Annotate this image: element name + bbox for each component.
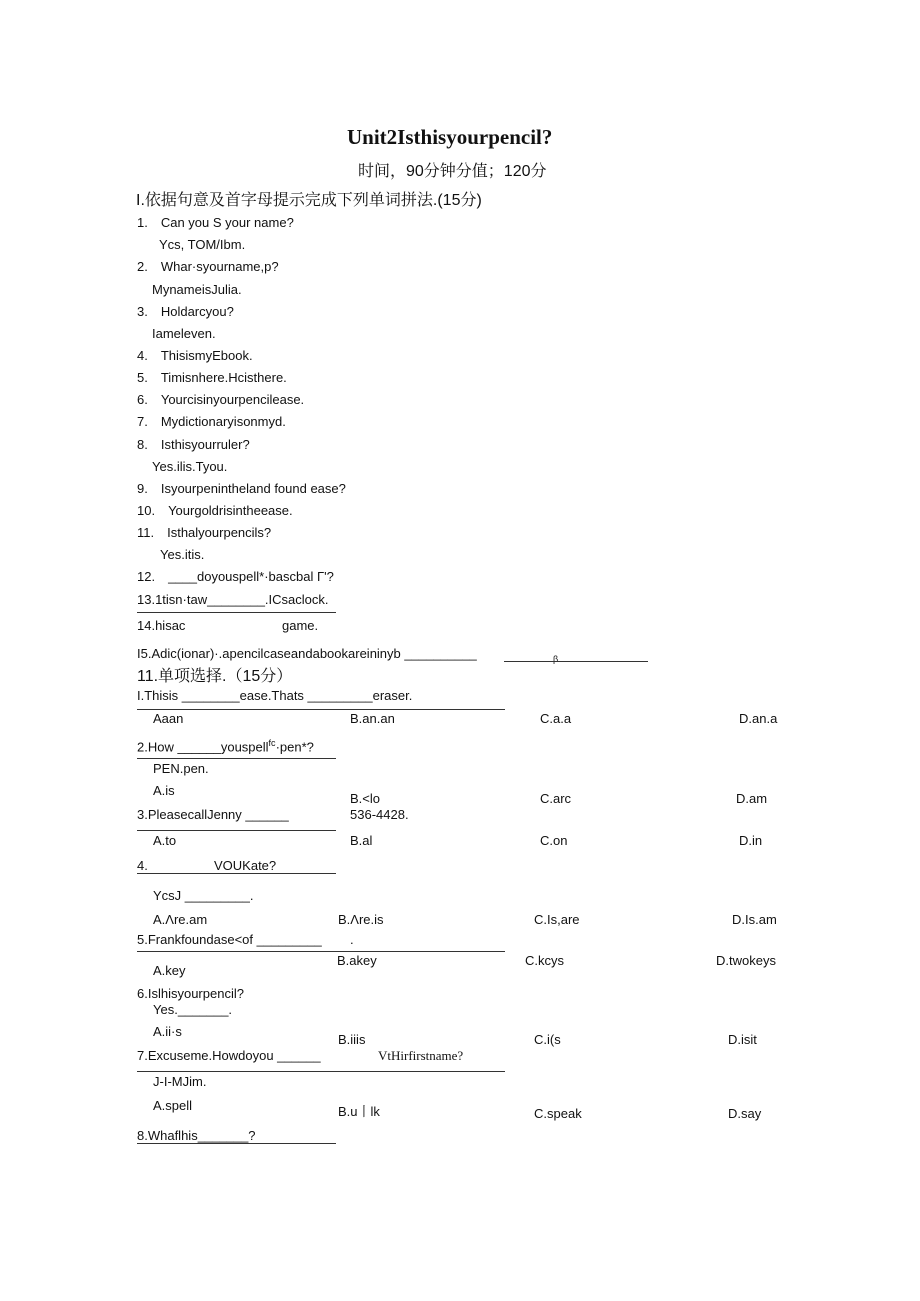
q7-line2: J-I-MJim.	[153, 1074, 207, 1089]
page-subtitle: 时间，90分钟分值；120分	[358, 163, 547, 180]
q4-stem: VOUKate?	[214, 858, 277, 873]
q3-option-c: C.on	[540, 833, 568, 848]
s1-line-7: 4. ThisismyEbook.	[137, 348, 253, 363]
s1-line-5: 3. Holdarcyou?	[137, 304, 234, 319]
s1-line-3: 2. Whar·syourname,p?	[137, 259, 279, 274]
rule-line	[137, 830, 336, 831]
q1-option-c: C.a.a	[540, 711, 572, 726]
q6-option-d: D.isit	[728, 1032, 757, 1047]
q7-option-c: C.speak	[534, 1106, 582, 1121]
s1-line-2: Ycs, TOM/Ibm.	[159, 237, 246, 252]
q2-line2: PEN.pen.	[153, 761, 209, 776]
q4-option-c: C.Is,are	[534, 912, 580, 927]
q1-option-a: Aaan	[153, 711, 184, 726]
q4-line2: YcsJ _________.	[153, 888, 254, 903]
section-2-heading: 11.单项选择.（15分）	[137, 668, 293, 685]
q3-option-a: A.to	[153, 833, 177, 848]
q6-option-a: A.ii·s	[153, 1024, 182, 1039]
q7-option-b: B.u丨lk	[338, 1104, 380, 1119]
s1-line-12: Yes.ilis.Tyou.	[152, 459, 228, 474]
q8-stem: 8.Whaflhis_______?	[137, 1128, 256, 1143]
q6-stem: 6.Islhisyourpencil?	[137, 986, 244, 1001]
s1-line-6: Iameleven.	[152, 326, 216, 341]
q1-stem: I.Thisis ________ease.Thats _________eraser.	[137, 688, 413, 703]
q7-option-a: A.spell	[153, 1098, 193, 1113]
rule-line	[137, 758, 336, 759]
s1-line-14: 10. Yourgoldrisintheease.	[137, 503, 293, 518]
s1-line-17: 12. ____doyouspell*·bascbal Γ'?	[137, 569, 334, 584]
s1-line-9: 6. Yourcisinyourpencilease.	[137, 392, 305, 407]
q2-option-d: D.am	[736, 791, 768, 806]
q5-option-d: D.twokeys	[716, 953, 776, 968]
s1-line-15: 11. Isthalyourpencils?	[137, 525, 272, 540]
s1-line-20: I5.Adic(ionar)·.apencilcaseandabookareininyb __________	[137, 646, 477, 661]
q2-stem-tail: ·pen*?	[275, 739, 314, 755]
rule-line	[137, 873, 336, 874]
page-title: Unit2Isthisyourpencil?	[347, 125, 553, 149]
q3-option-b: B.al	[350, 833, 373, 848]
q6-line2: Yes._______.	[153, 1002, 233, 1017]
q7-stem-tail: VtHirfirstname?	[378, 1048, 464, 1063]
q2-stem-text: 2.How ______youspell	[137, 739, 269, 755]
q6-option-c: C.i(s	[534, 1032, 561, 1047]
section-1-heading: I.依据句意及首字母提示完成下列单词拼法.(15分)	[136, 192, 482, 209]
q2-option-c: C.arc	[540, 791, 572, 806]
q7-stem: 7.Excuseme.Howdoyou ______	[137, 1048, 321, 1063]
s1-line-11: 8. Isthisyourruler?	[137, 437, 250, 452]
s1-line-1: 1. Can you S your name?	[137, 215, 294, 230]
s1-line-18: 13.1tisn·taw________.ICsaclock.	[137, 592, 329, 607]
q5-stem: 5.Frankfoundase<of _________	[137, 932, 322, 947]
s1-line-19: 14.hisac	[137, 618, 186, 633]
s1-line-10: 7. Mydictionaryisonmyd.	[137, 414, 286, 429]
q2-option-b: B.<lo	[350, 791, 380, 806]
s1-line-8: 5. Timisnhere.Hcisthere.	[137, 370, 287, 385]
q5-option-c: C.kcys	[525, 953, 564, 968]
rule-line	[504, 661, 648, 662]
rule-line	[137, 612, 336, 613]
q4-number: 4.	[137, 858, 148, 873]
q2-option-a: A.is	[153, 783, 175, 798]
s1-line-13: 9. Isyourpenintheland found ease?	[137, 481, 346, 496]
q5-option-b: B.akey	[337, 953, 377, 968]
q5-option-a: A.key	[153, 963, 186, 978]
s1-line-16: Yes.itis.	[160, 547, 205, 562]
rule-line	[137, 709, 505, 710]
q6-option-b: B.iiis	[338, 1032, 366, 1047]
q3-option-d: D.in	[739, 833, 763, 848]
rule-line	[137, 1071, 505, 1072]
s1-line-20-mark: β	[553, 654, 559, 664]
s1-line-19-tail: game.	[282, 618, 319, 633]
q4-option-b: B.Λre.is	[338, 912, 384, 927]
q4-option-d: D.Is.am	[732, 912, 777, 927]
q2-stem	[137, 735, 314, 755]
q1-option-b: B.an.an	[350, 711, 395, 726]
q1-option-d: D.an.a	[739, 711, 778, 726]
rule-line	[137, 951, 505, 952]
s1-line-4: MynameisJulia.	[152, 282, 242, 297]
q3-stem-tail: 536-4428.	[350, 807, 409, 822]
q2-stem-sup: fc	[268, 738, 276, 748]
q3-stem: 3.PleasecallJenny ______	[137, 807, 289, 822]
rule-line	[137, 1143, 336, 1144]
q4-option-a: A.Λre.am	[153, 912, 208, 927]
q7-option-d: D.say	[728, 1106, 762, 1121]
q5-stem-dot: .	[350, 932, 354, 947]
